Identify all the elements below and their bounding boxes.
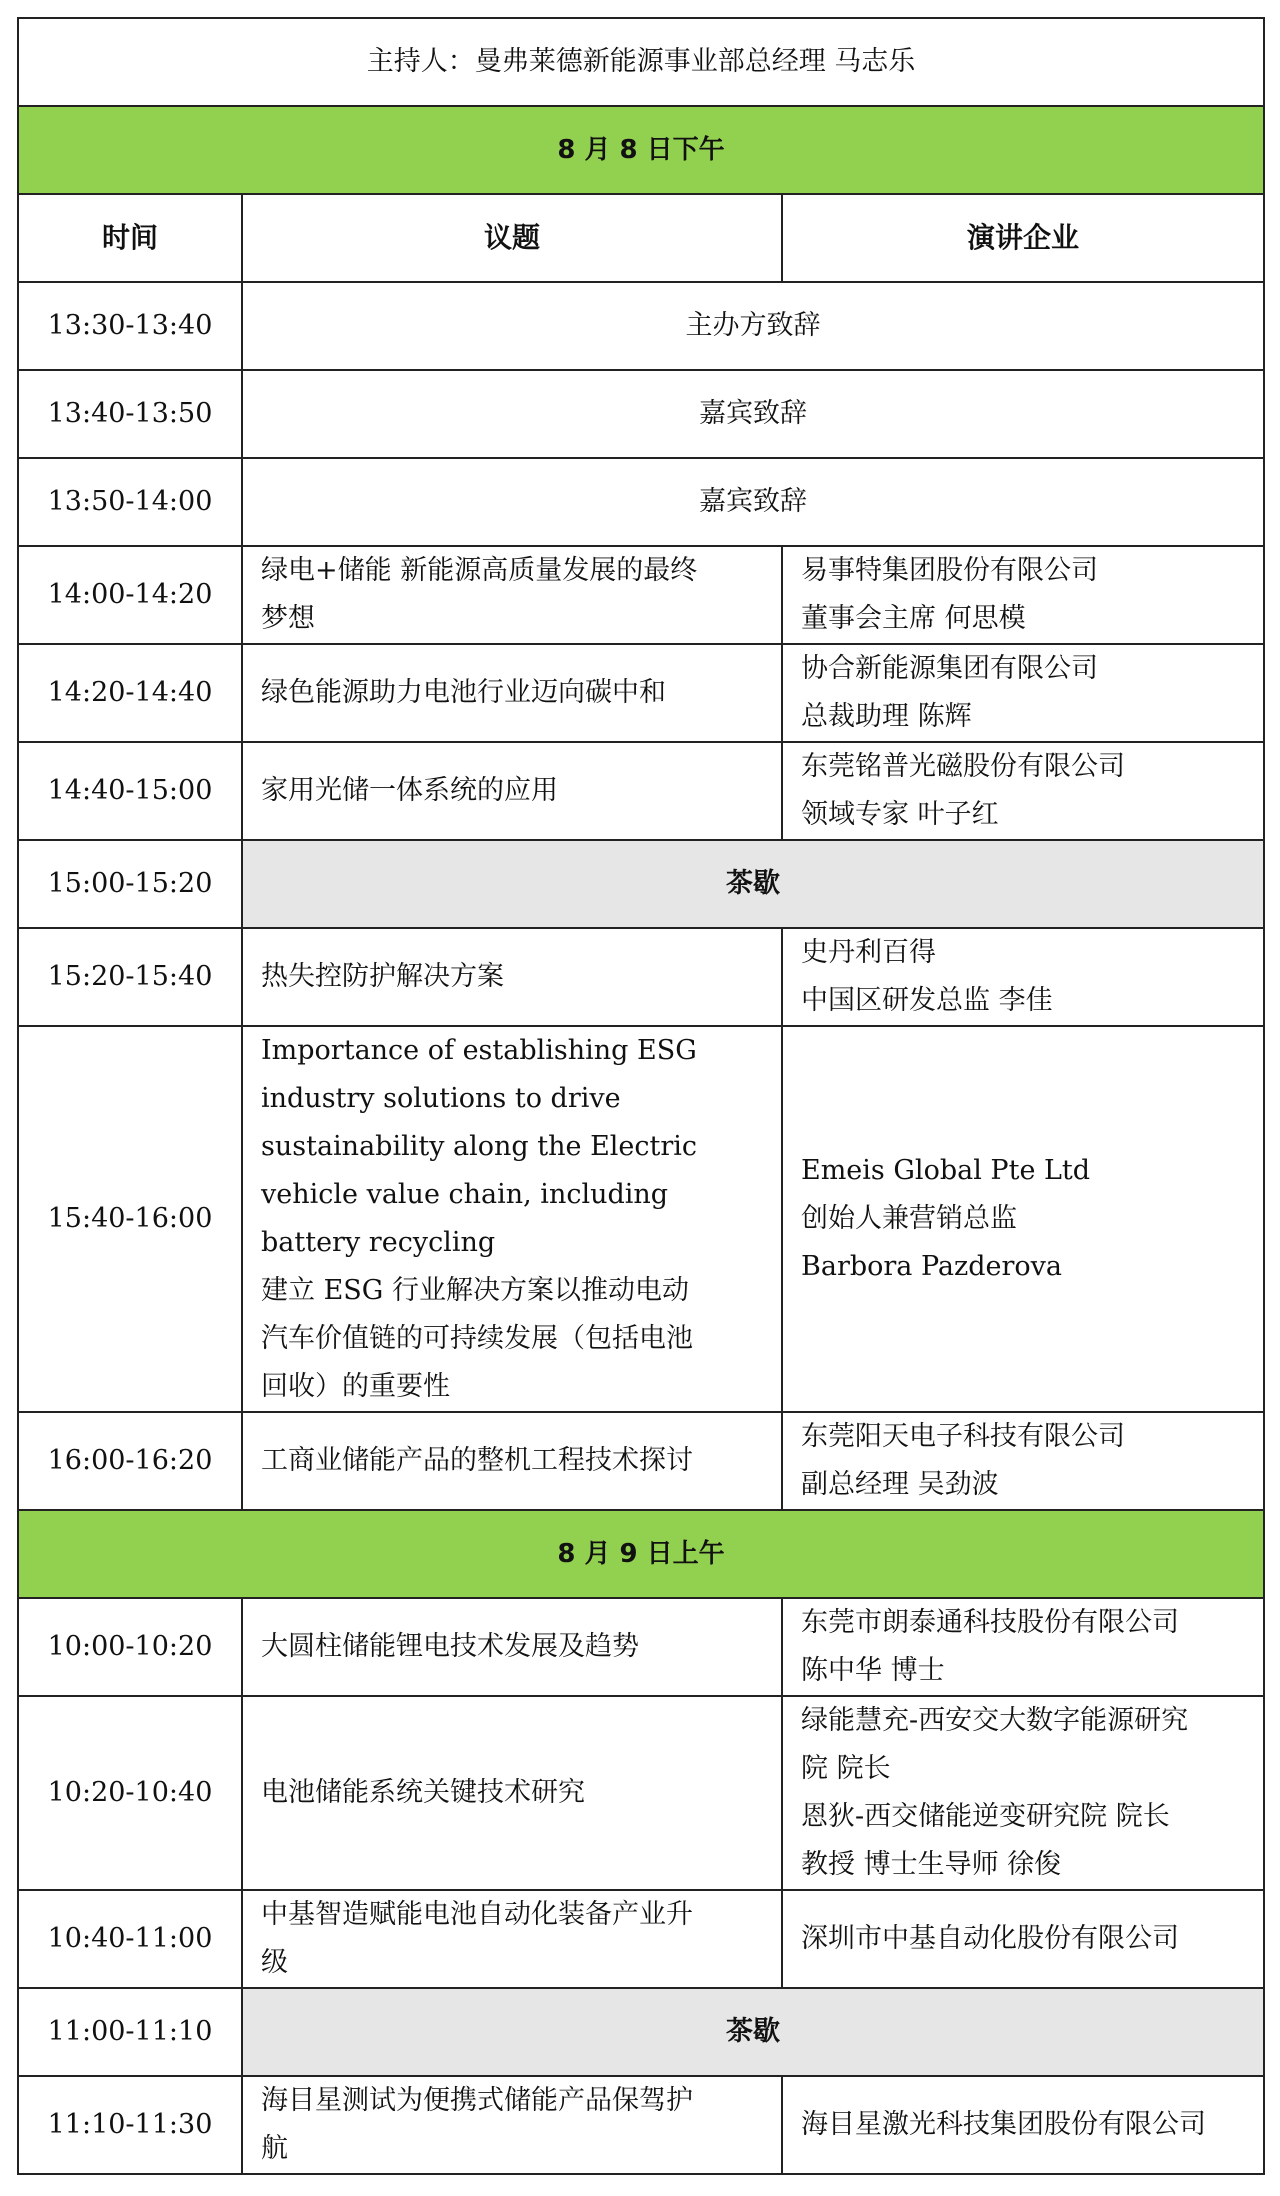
session-row <box>18 282 1264 370</box>
session-topic <box>242 1026 782 1412</box>
session-topic <box>242 644 782 742</box>
header-company: 演讲企业 <box>782 194 1264 282</box>
session-time: 14:20-14:40 <box>18 644 242 742</box>
session-time: 10:00-10:20 <box>18 1598 242 1696</box>
session-time: 13:50-14:00 <box>18 458 242 546</box>
topic-line: 海目星测试为便携式储能产品保驾护 <box>261 2085 693 2116</box>
topic-line: 家用光储一体系统的应用 <box>261 775 558 806</box>
session-time: 10:40-11:00 <box>18 1890 242 1988</box>
session-topic <box>242 2076 782 2174</box>
session-time: 14:40-15:00 <box>18 742 242 840</box>
session-row <box>18 2076 1264 2174</box>
company-line: Barbora Pazderova <box>801 1251 1063 1282</box>
session-time: 15:40-16:00 <box>18 1026 242 1412</box>
session-company <box>782 742 1264 840</box>
session-time: 15:20-15:40 <box>18 928 242 1026</box>
company-line: 恩狄-西交储能逆变研究院 院长 <box>801 1801 1170 1832</box>
company-line: 教授 博士生导师 徐俊 <box>801 1849 1062 1880</box>
session-row <box>18 1696 1264 1890</box>
session-company <box>782 2076 1264 2174</box>
agenda-table <box>17 17 1265 2175</box>
session-topic <box>242 928 782 1026</box>
session-topic: 嘉宾致辞 <box>242 370 1264 458</box>
company-line: 副总经理 吴劲波 <box>801 1469 999 1500</box>
break-row <box>18 840 1264 928</box>
session-topic: 嘉宾致辞 <box>242 458 1264 546</box>
topic-line: 绿色能源助力电池行业迈向碳中和 <box>261 677 666 708</box>
session-company <box>782 1026 1264 1412</box>
session-row <box>18 370 1264 458</box>
company-line: 董事会主席 何思模 <box>801 603 1026 634</box>
company-line: 领域专家 叶子红 <box>801 799 999 830</box>
header-row <box>18 194 1264 282</box>
session-topic <box>242 1412 782 1510</box>
session-topic <box>242 742 782 840</box>
session-time: 13:30-13:40 <box>18 282 242 370</box>
topic-line: 绿电+储能 新能源高质量发展的最终 <box>261 555 698 586</box>
session-topic: 主办方致辞 <box>242 282 1264 370</box>
break-label: 茶歇 <box>242 840 1264 928</box>
company-line: Emeis Global Pte Ltd <box>801 1155 1091 1186</box>
day1-label: 8 月 8 日下午 <box>18 106 1264 194</box>
session-company <box>782 1412 1264 1510</box>
company-line: 东莞铭普光磁股份有限公司 <box>801 751 1125 782</box>
session-row <box>18 644 1264 742</box>
topic-line: 航 <box>261 2133 288 2164</box>
session-company <box>782 928 1264 1026</box>
session-row <box>18 546 1264 644</box>
session-topic <box>242 1696 782 1890</box>
session-company <box>782 1696 1264 1890</box>
company-line: 总裁助理 陈辉 <box>801 701 972 732</box>
session-topic <box>242 1598 782 1696</box>
session-time: 10:20-10:40 <box>18 1696 242 1890</box>
session-row <box>18 1598 1264 1696</box>
topic-line: 级 <box>261 1947 288 1978</box>
session-time: 16:00-16:20 <box>18 1412 242 1510</box>
topic-line: sustainability along the Electric <box>261 1131 698 1162</box>
day-band-row <box>18 1510 1264 1598</box>
session-time: 13:40-13:50 <box>18 370 242 458</box>
session-time: 11:10-11:30 <box>18 2076 242 2174</box>
session-row <box>18 1412 1264 1510</box>
company-line: 易事特集团股份有限公司 <box>801 555 1098 586</box>
session-company <box>782 1890 1264 1988</box>
break-label: 茶歇 <box>242 1988 1264 2076</box>
topic-line: battery recycling <box>261 1227 496 1258</box>
topic-line: industry solutions to drive <box>261 1083 621 1114</box>
company-line: 陈中华 博士 <box>801 1655 945 1686</box>
topic-line: 汽车价值链的可持续发展（包括电池 <box>261 1323 693 1354</box>
session-company <box>782 644 1264 742</box>
company-line: 中国区研发总监 李佳 <box>801 985 1053 1016</box>
company-line: 海目星激光科技集团股份有限公司 <box>801 2109 1206 2140</box>
session-time: 11:00-11:10 <box>18 1988 242 2076</box>
session-row <box>18 1890 1264 1988</box>
session-topic <box>242 546 782 644</box>
session-time: 14:00-14:20 <box>18 546 242 644</box>
company-line: 东莞阳天电子科技有限公司 <box>801 1421 1125 1452</box>
topic-line: 回收）的重要性 <box>261 1371 450 1402</box>
agenda-sheet <box>17 17 1263 2175</box>
host-text: 主持人：曼弗莱德新能源事业部总经理 马志乐 <box>18 18 1264 106</box>
session-row <box>18 742 1264 840</box>
company-line: 绿能慧充-西安交大数字能源研究 <box>801 1705 1189 1736</box>
company-line: 深圳市中基自动化股份有限公司 <box>801 1923 1179 1954</box>
topic-line: 热失控防护解决方案 <box>261 961 504 992</box>
host-row <box>18 18 1264 106</box>
topic-line: 大圆柱储能锂电技术发展及趋势 <box>261 1631 639 1662</box>
topic-line: 工商业储能产品的整机工程技术探讨 <box>261 1445 693 1476</box>
session-topic <box>242 1890 782 1988</box>
topic-line: 梦想 <box>261 603 315 634</box>
topic-line: Importance of establishing ESG <box>261 1035 697 1066</box>
topic-line: 电池储能系统关键技术研究 <box>261 1777 585 1808</box>
session-row <box>18 1026 1264 1412</box>
company-line: 史丹利百得 <box>801 937 936 968</box>
topic-line: 建立 ESG 行业解决方案以推动电动 <box>261 1275 689 1306</box>
topic-line: 中基智造赋能电池自动化装备产业升 <box>261 1899 693 1930</box>
company-line: 创始人兼营销总监 <box>801 1203 1017 1234</box>
session-row <box>18 928 1264 1026</box>
session-company <box>782 546 1264 644</box>
session-company <box>782 1598 1264 1696</box>
day2-label: 8 月 9 日上午 <box>18 1510 1264 1598</box>
session-row <box>18 458 1264 546</box>
header-topic: 议题 <box>242 194 782 282</box>
company-line: 协合新能源集团有限公司 <box>801 653 1098 684</box>
header-time: 时间 <box>18 194 242 282</box>
day-band-row <box>18 106 1264 194</box>
company-line: 院 院长 <box>801 1753 891 1784</box>
session-time: 15:00-15:20 <box>18 840 242 928</box>
company-line: 东莞市朗泰通科技股份有限公司 <box>801 1607 1179 1638</box>
break-row <box>18 1988 1264 2076</box>
topic-line: vehicle value chain, including <box>261 1179 669 1210</box>
